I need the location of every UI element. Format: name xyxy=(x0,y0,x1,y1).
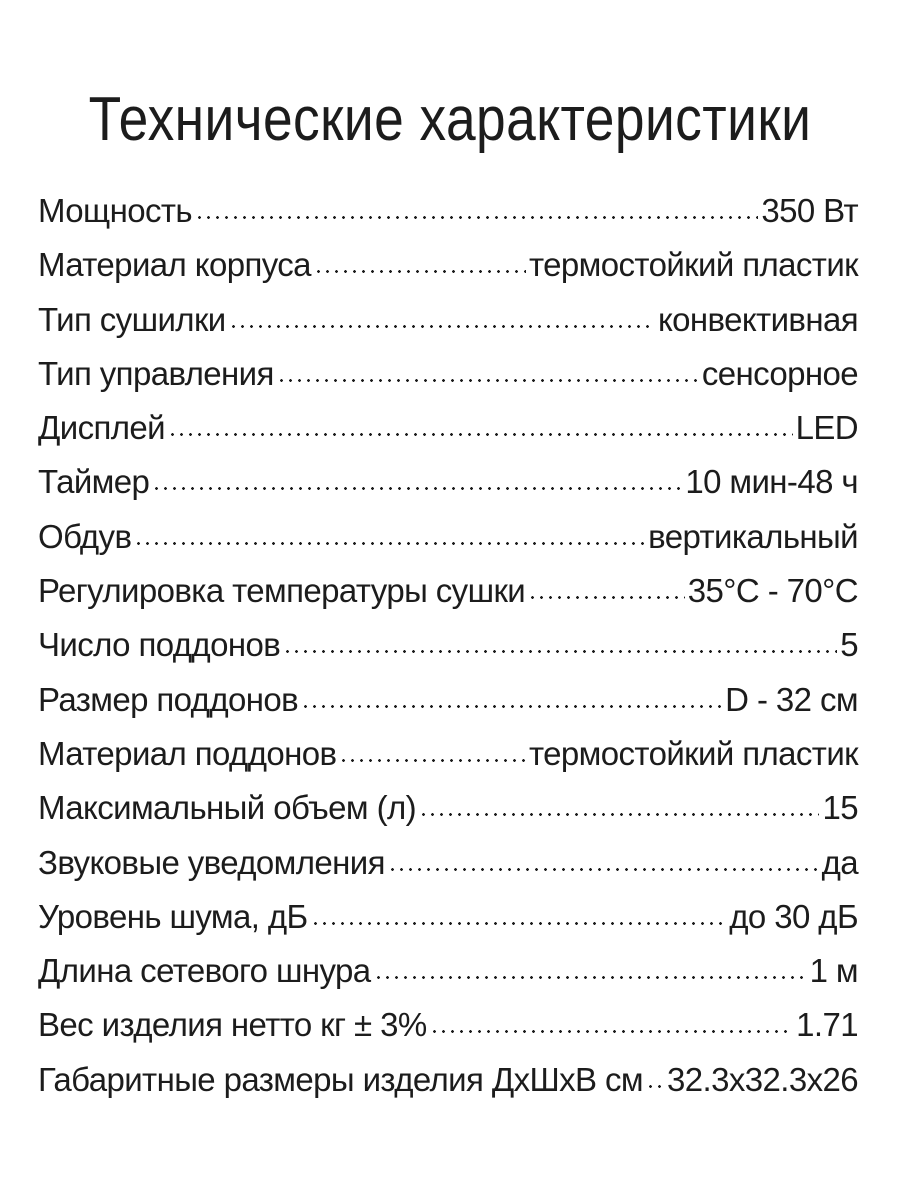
spec-row-dryer-type xyxy=(38,293,858,347)
spec-label: Габаритные размеры изделия ДхШхВ см xyxy=(38,1060,644,1098)
spec-row-net-weight xyxy=(38,998,858,1052)
spec-value: 32.3х32.3х26 xyxy=(667,1060,858,1098)
spec-row-noise-level xyxy=(38,890,858,944)
spec-value: до 30 дБ xyxy=(729,897,858,935)
spec-label: Регулировка температуры сушки xyxy=(38,572,526,610)
spec-row-max-volume xyxy=(38,781,858,835)
spec-label: Дисплей xyxy=(38,409,165,447)
dot-leader xyxy=(419,813,819,816)
spec-row-cord-length xyxy=(38,944,858,998)
dot-leader xyxy=(301,705,722,708)
spec-label: Обдув xyxy=(38,517,132,555)
spec-label: Материал поддонов xyxy=(38,734,337,772)
spec-label: Число поддонов xyxy=(38,626,281,664)
dot-leader xyxy=(646,1085,664,1088)
spec-value: 10 мин-48 ч xyxy=(685,463,858,501)
dot-leader xyxy=(195,216,758,219)
spec-value: 5 xyxy=(840,626,858,664)
dot-leader xyxy=(283,650,837,653)
dot-leader xyxy=(311,922,727,925)
spec-value: да xyxy=(821,843,858,881)
dot-leader xyxy=(134,542,645,545)
spec-row-sound-alerts xyxy=(38,836,858,890)
spec-list xyxy=(38,184,858,1107)
spec-label: Таймер xyxy=(38,463,150,501)
spec-label: Тип управления xyxy=(38,354,274,392)
dot-leader xyxy=(229,325,655,328)
spec-value: вертикальный xyxy=(648,517,858,555)
dot-leader xyxy=(152,487,682,490)
spec-value: конвективная xyxy=(657,300,858,338)
spec-row-power xyxy=(38,184,858,238)
spec-row-dimensions xyxy=(38,1053,858,1107)
spec-row-tray-size xyxy=(38,673,858,727)
spec-label: Длина сетевого шнура xyxy=(38,952,371,990)
dot-leader xyxy=(277,379,699,382)
spec-value: термостойкий пластик xyxy=(529,734,858,772)
spec-label: Максимальный объем (л) xyxy=(38,789,417,827)
spec-label: Размер поддонов xyxy=(38,680,299,718)
spec-label: Звуковые уведомления xyxy=(38,843,385,881)
dot-leader xyxy=(374,976,807,979)
spec-value: 1.71 xyxy=(796,1006,858,1044)
spec-row-tray-material xyxy=(38,727,858,781)
page-title: Технические характеристики xyxy=(88,84,812,154)
spec-label: Мощность xyxy=(38,192,192,229)
dot-leader xyxy=(388,868,819,871)
spec-row-tray-count xyxy=(38,618,858,672)
spec-value: 35°С - 70°С xyxy=(687,572,858,610)
spec-row-airflow xyxy=(38,510,858,564)
dot-leader xyxy=(339,759,526,762)
dot-leader xyxy=(168,433,793,436)
spec-value: D - 32 см xyxy=(725,680,858,718)
dot-leader xyxy=(528,596,685,599)
spec-value: 15 xyxy=(822,789,858,827)
spec-value: LED xyxy=(795,409,858,447)
spec-value: 1 м xyxy=(809,952,858,990)
spec-label: Материал корпуса xyxy=(38,246,311,284)
spec-row-control-type xyxy=(38,347,858,401)
spec-label: Вес изделия нетто кг ± 3% xyxy=(38,1006,427,1044)
spec-value: термостойкий пластик xyxy=(529,246,858,284)
spec-row-display xyxy=(38,401,858,455)
spec-label: Тип сушилки xyxy=(38,300,226,338)
spec-label: Уровень шума, дБ xyxy=(38,897,308,935)
spec-row-temperature-range xyxy=(38,564,858,618)
dot-leader xyxy=(430,1030,794,1033)
spec-row-timer xyxy=(38,455,858,509)
spec-value: 350 Вт xyxy=(761,192,858,229)
spec-row-body-material xyxy=(38,238,858,292)
dot-leader xyxy=(314,270,526,273)
spec-value: сенсорное xyxy=(701,354,858,392)
